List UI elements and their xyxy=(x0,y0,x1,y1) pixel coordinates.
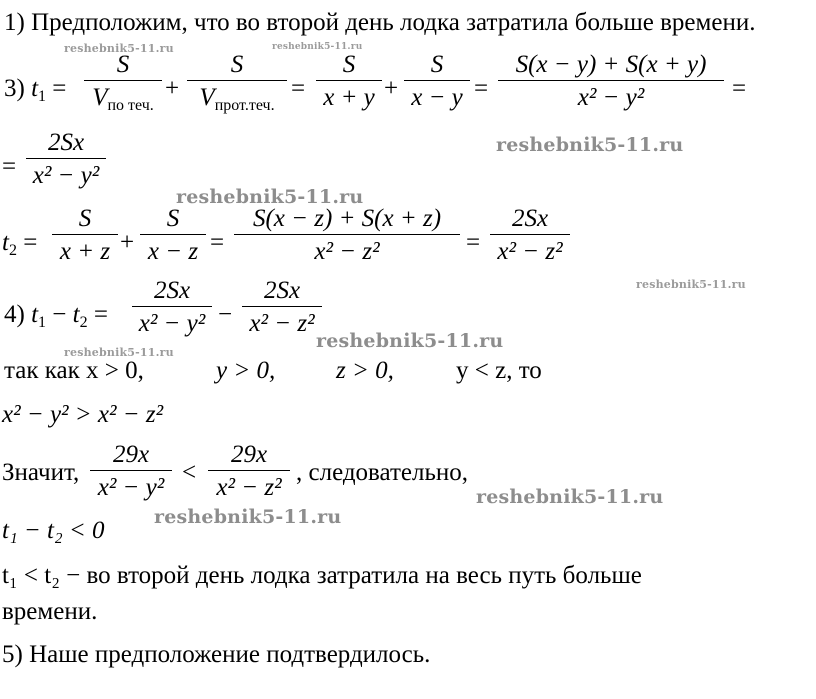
fraction-combined-2: S(x − z) + S(x + z) x² − z² xyxy=(234,206,460,265)
plus-sign: + xyxy=(165,75,180,102)
fraction-s-over-v-up: S $V_{прот.теч.}$ xyxy=(187,52,287,119)
fraction-combined: S(x − y) + S(x + y) x² − y² xyxy=(498,52,724,111)
watermark: reshebnik5-11.ru xyxy=(64,42,174,55)
difference-negative: t₁ − t₂ < 0 xyxy=(2,517,105,544)
equals-sign: = xyxy=(474,75,489,102)
watermark: reshebnik5-11.ru xyxy=(176,186,364,208)
fraction-2sx-over-xy: 2Sx x² − y² xyxy=(26,130,106,189)
plus-sign: + xyxy=(120,229,135,256)
equals-sign: = xyxy=(291,75,306,102)
therefore-label: Значит, xyxy=(2,459,80,486)
step-5-confirmation: 5) Наше предположение подтвердилось. xyxy=(2,641,431,668)
fraction-2sx-over-xz-b: 2Sx x² − z² xyxy=(242,278,322,337)
equals-sign: = xyxy=(466,229,481,256)
equals-sign: = xyxy=(2,153,17,180)
watermark: reshebnik5-11.ru xyxy=(272,42,363,52)
fraction-s-over-v-down: S $V_{по теч.}$ xyxy=(84,52,162,119)
fraction-s-over-x-minus-y: S x − y xyxy=(404,52,470,111)
watermark: reshebnik5-11.ru xyxy=(154,506,342,528)
fraction-s-over-x-plus-y: S x + y xyxy=(316,52,382,111)
watermark: reshebnik5-11.ru xyxy=(636,278,746,291)
minus-sign: − xyxy=(218,301,233,328)
fraction-s-over-x-plus-z: S x + z xyxy=(52,206,118,265)
fraction-2sx-over-xy-b: 2Sx x² − y² xyxy=(132,278,212,337)
fraction-s-over-x-minus-z: S x − z xyxy=(140,206,206,265)
inequality: x² − y² > x² − z² xyxy=(2,401,164,428)
conclusion-line-2: времени. xyxy=(2,598,98,625)
step-3-label: 3) $t_1$ = xyxy=(4,75,67,105)
watermark: reshebnik5-11.ru xyxy=(496,134,684,156)
less-than-sign: < xyxy=(182,459,197,486)
consequently-label: , следовательно, xyxy=(296,459,469,486)
fraction-29x-over-xy: 29x x² − y² xyxy=(90,442,172,501)
watermark: reshebnik5-11.ru xyxy=(316,330,504,352)
fraction-29x-over-xz: 29x x² − z² xyxy=(208,442,290,501)
step-4-label: 4) $t_1 - t_2$ = xyxy=(4,301,108,331)
conclusion-line-1: t₁ < t₂ − во второй день лодка затратила на весь путь больше xyxy=(2,562,642,589)
watermark: reshebnik5-11.ru xyxy=(476,486,664,508)
condition-y-lt-z: y < z, то xyxy=(456,357,542,384)
t2-label: $t_2$ = xyxy=(2,229,38,259)
equals-sign: = xyxy=(210,229,225,256)
condition-x: так как x > 0, xyxy=(4,357,144,384)
condition-z: z > 0, xyxy=(336,357,394,384)
equals-sign: = xyxy=(732,75,747,102)
fraction-2sx-over-xz: 2Sx x² − z² xyxy=(490,206,570,265)
condition-y: y > 0, xyxy=(216,357,276,384)
watermark: reshebnik5-11.ru xyxy=(64,346,174,359)
plus-sign: + xyxy=(384,75,399,102)
line-1-assumption: 1) Предположим, что во второй день лодка затратила больше времени. xyxy=(4,9,756,36)
